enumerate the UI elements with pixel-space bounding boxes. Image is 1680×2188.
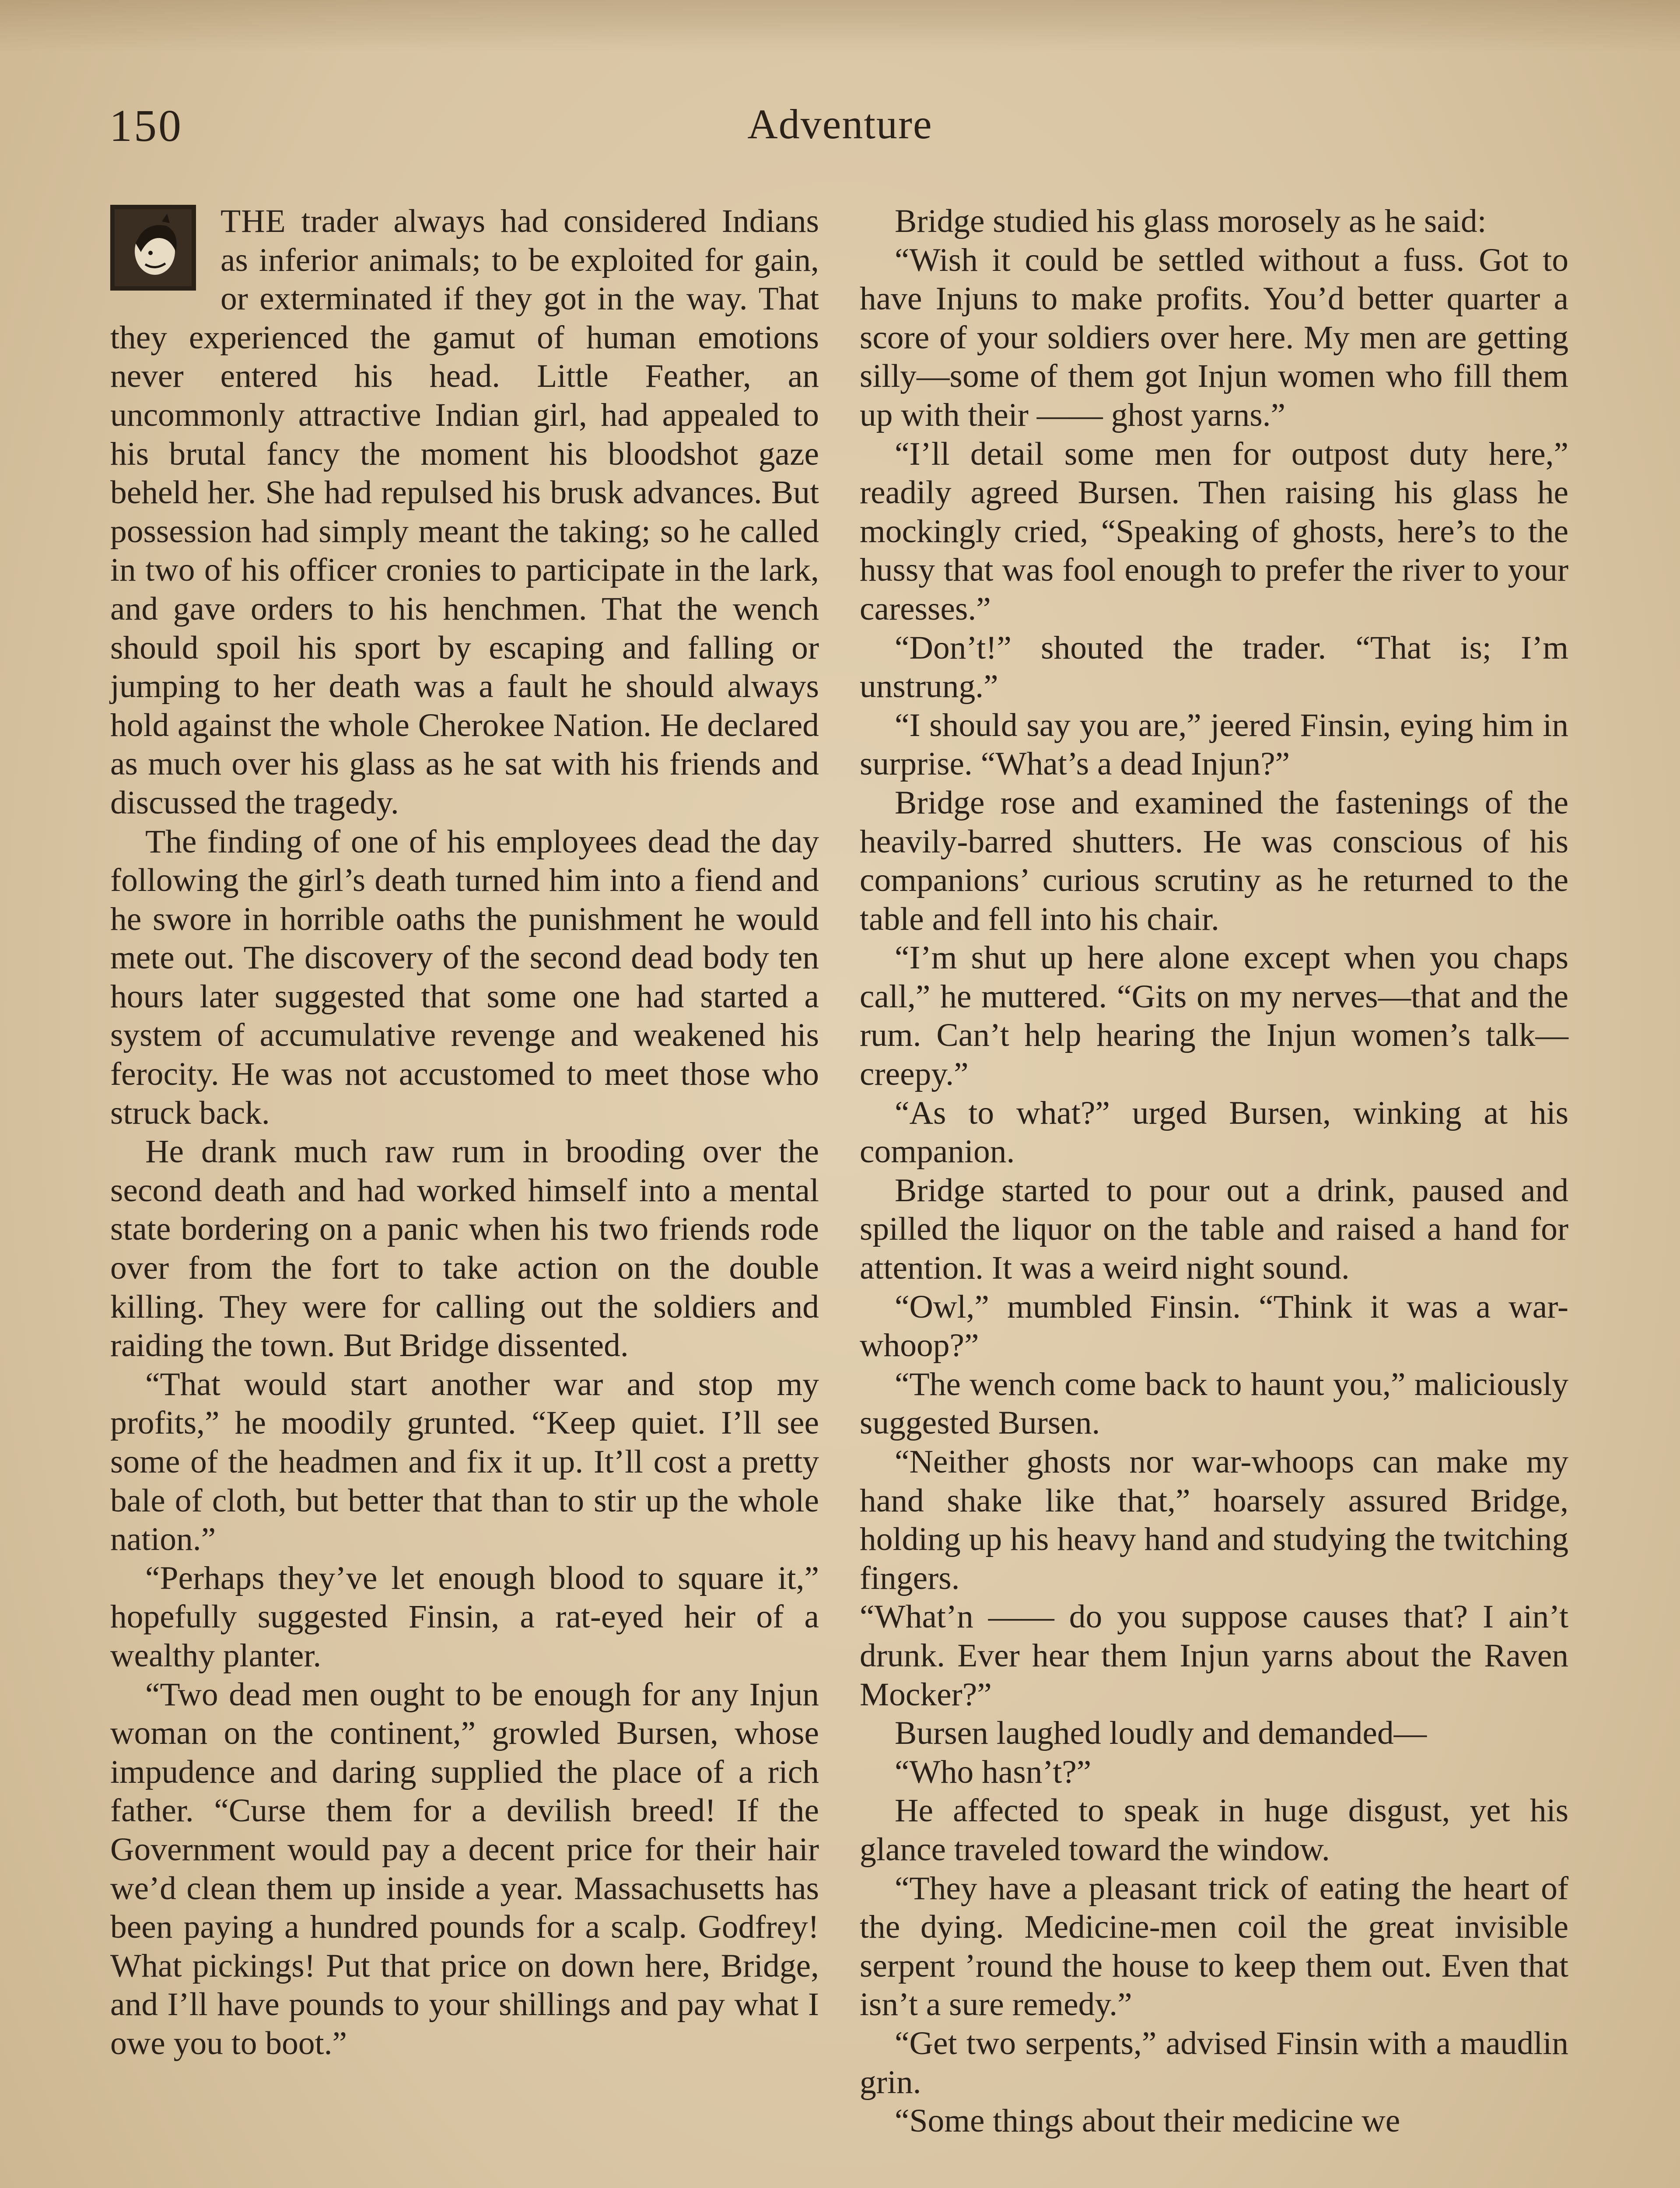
running-head: Adventure bbox=[747, 101, 933, 147]
right-column bbox=[860, 202, 1568, 2141]
paragraph: “Wish it could be settled without a fuss. Got to have Injuns to make profits. You’d better quarter a score of your soldiers over here. My men are getting silly—some of them got Injun women who fill them up with their —— ghost yarns.” bbox=[860, 242, 1568, 433]
lead-word: THE bbox=[220, 203, 286, 239]
indian-head-icon bbox=[110, 205, 196, 291]
paragraph: “As to what?” urged Bursen, winking at his companion. bbox=[860, 1094, 1568, 1170]
paragraph: “The wench come back to haunt you,” maliciously suggested Bursen. bbox=[860, 1366, 1568, 1441]
paragraph: The finding of one of his employees dead the day following the girl’s death turned him into a fiend and he swore in horrible oaths the punishment he would mete out. The discovery of the second dead body ten hours later suggested that some one had started a system of accumulative revenge and weakened his ferocity. He was not accustomed to meet those who struck back. bbox=[110, 823, 819, 1131]
paragraph: “Don’t!” shouted the trader. “That is; I’m unstrung.” bbox=[860, 629, 1568, 705]
paragraph: Bridge started to pour out a drink, paused and spilled the liquor on the table and raised a hand for attention. It was a weird night sound. bbox=[860, 1172, 1568, 1287]
paragraph: He drank much raw rum in brooding over the second death and had worked himself into a mental state bordering on a panic when his two friends rode over from the fort to take action on the double killing. They were for calling out the soldiers and raiding the town. But Bridge dissented. bbox=[110, 1133, 819, 1364]
paragraph: “Get two serpents,” advised Finsin with a maudlin grin. bbox=[860, 2025, 1568, 2100]
paragraph: “Who hasn’t?” bbox=[895, 1753, 1092, 1790]
paragraph: “Neither ghosts nor war-whoops can make my hand shake like that,” hoarsely assured Bridge, holding up his heavy hand and studying the twitching fingers. bbox=[860, 1444, 1568, 1596]
paragraph: “I’ll detail some men for outpost duty here,” readily agreed Bursen. Then raising his glass he mockingly cried, “Speaking of ghosts, here’s to the hussy that was fool enough to prefer the river to your caresses.” bbox=[860, 435, 1568, 627]
paragraph: “Owl,” mumbled Finsin. “Think it was a war-whoop?” bbox=[860, 1288, 1568, 1364]
page-number: 150 bbox=[109, 101, 183, 151]
left-column bbox=[110, 202, 819, 2063]
paragraph: “I’m shut up here alone except when you chaps call,” he muttered. “Gits on my nerves—that and the rum. Can’t help hearing the Injun women’s talk—creepy.” bbox=[860, 940, 1568, 1093]
paragraph: “They have a pleasant trick of eating the heart of the dying. Medicine-men coil the great invisible serpent ’round the house to keep them out. Even that isn’t a sure remedy.” bbox=[860, 1870, 1568, 2023]
paragraph: “I should say you are,” jeered Finsin, eying him in surprise. “What’s a dead Injun?” bbox=[860, 707, 1568, 782]
paragraph: “That would start another war and stop my profits,” he moodily grunted. “Keep quiet. I’ll see some of the headmen and fix it up. It’ll cost a pretty bale of cloth, but better that than to stir up the whole nation.” bbox=[110, 1366, 819, 1558]
paragraph-text: trader always had considered Indians as inferior animals; to be exploited for gain, or exterminated if they got in the way. That they experienced the gamut of human emotions never entered his head. Little Feather, an uncommonly attractive Indian girl, had appealed to his brutal fancy the moment his bloodshot gaze beheld her. She had repulsed his brusk advances. But possession had simply meant the taking; so he called in two of his officer cronies to participate in the lark, and gave orders to his henchmen. That the wench should spoil his sport by escaping and falling or jumping to her death was a fault he should always hold against the whole Cherokee Nation. He declared as much over his glass as he sat with his friends and discussed the tragedy. bbox=[110, 203, 819, 821]
paragraph: Bridge studied his glass morosely as he said: bbox=[895, 203, 1487, 239]
paragraph: “Perhaps they’ve let enough blood to square it,” hopefully suggested Finsin, a rat-eyed heir of a wealthy planter. bbox=[110, 1560, 819, 1674]
paragraph: He affected to speak in huge disgust, yet his glance traveled toward the window. bbox=[860, 1792, 1568, 1868]
paragraph: “What’n —— do you suppose causes that? I ain’t drunk. Ever hear them Injun yarns about the Raven Mocker?” bbox=[860, 1599, 1568, 1713]
paragraph: Bridge rose and examined the fastenings of the heavily-barred shutters. He was conscious of his companions’ curious scrutiny as he returned to the table and fell into his chair. bbox=[860, 784, 1568, 937]
paragraph: Bursen laughed loudly and demanded— bbox=[895, 1715, 1427, 1752]
paragraph: “Some things about their medicine we bbox=[895, 2103, 1400, 2139]
paragraph: “Two dead men ought to be enough for any Injun woman on the continent,” growled Bursen, whose impudence and daring supplied the place of a rich father. “Curse them for a devilish breed! If the Government would pay a decent price for their hair we’d clean them up inside a year. Massachusetts has been paying a hundred pounds for a scalp. Godfrey! What pickings! Put that price on down here, Bridge, and I’ll have pounds to your shillings and pay what I owe you to boot.” bbox=[110, 1676, 819, 2062]
paragraph bbox=[110, 202, 819, 823]
